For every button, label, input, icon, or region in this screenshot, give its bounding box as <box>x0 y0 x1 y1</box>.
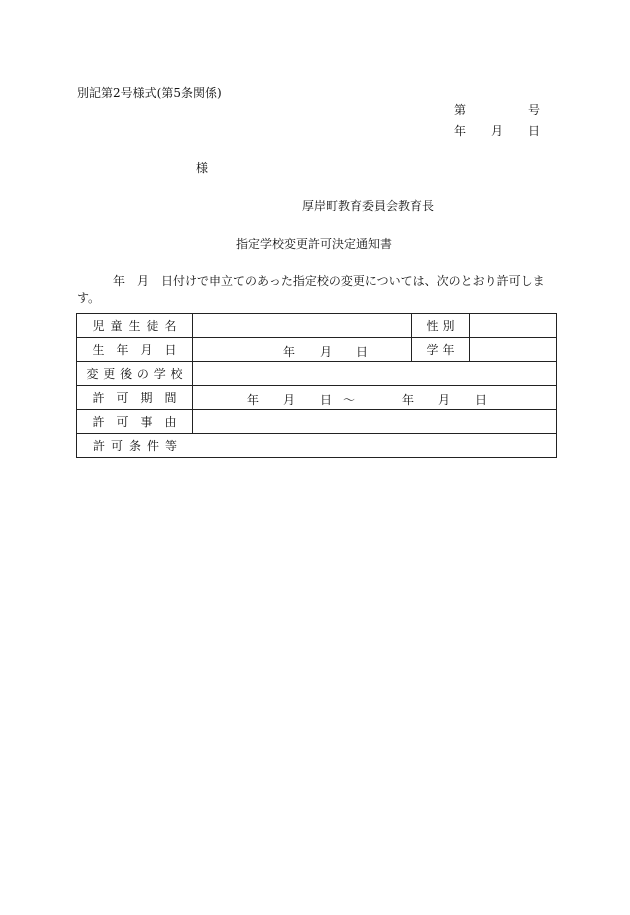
notice-heading: 指定学校変更許可決定通知書 <box>236 237 393 251</box>
table-row-student-name <box>77 314 557 338</box>
period-end-month: 月 <box>438 392 451 407</box>
birth-label-cell <box>77 338 193 362</box>
period-date-range <box>193 391 556 405</box>
student-name-label-cell <box>77 314 193 338</box>
gender-label: 性別 <box>426 319 455 333</box>
period-start-month: 月 <box>283 392 296 407</box>
body-line-2: す。 <box>77 291 101 305</box>
doc-number-prefix: 第 <box>454 103 467 117</box>
table-row-birth <box>77 338 557 362</box>
sender-title: 厚岸町教育委員会教育長 <box>302 199 435 213</box>
gender-label-cell <box>412 314 470 338</box>
gender-value[interactable] <box>470 314 557 338</box>
new-school-label-cell <box>77 362 193 386</box>
period-start-day: 日 <box>320 392 333 407</box>
birth-date-fields <box>193 343 411 357</box>
table-row-period <box>77 386 557 410</box>
birth-month: 月 <box>320 344 333 359</box>
table-row-new-school <box>77 362 557 386</box>
period-start-year: 年 <box>247 392 260 407</box>
form-title: 別記第2号様式(第5条関係) <box>77 86 222 100</box>
reason-label: 許可事由 <box>92 415 177 429</box>
birth-label: 生年月日 <box>92 343 177 357</box>
birth-year: 年 <box>283 344 296 359</box>
period-label: 許可期間 <box>92 391 177 405</box>
period-value[interactable] <box>193 386 557 410</box>
student-name-value[interactable] <box>193 314 412 338</box>
permission-table <box>76 313 557 458</box>
reason-value[interactable] <box>193 410 557 434</box>
new-school-value[interactable] <box>193 362 557 386</box>
period-end-year: 年 <box>402 392 415 407</box>
table-row-conditions <box>77 434 557 458</box>
period-end-day: 日 <box>475 392 488 407</box>
doc-number-suffix: 号 <box>528 103 541 117</box>
document-date <box>454 124 544 138</box>
grade-label-cell <box>412 338 470 362</box>
doc-date-day: 日 <box>528 124 541 138</box>
doc-date-month: 月 <box>491 124 504 138</box>
grade-label: 学年 <box>426 343 455 357</box>
birth-value[interactable] <box>193 338 412 362</box>
conditions-cell[interactable] <box>77 434 557 458</box>
student-name-label: 児童生徒名 <box>92 319 177 333</box>
addressee-suffix: 様 <box>196 161 209 175</box>
body-line-1: 年 月 日付けで申立てのあった指定校の変更については、次のとおり許可しま <box>113 274 545 288</box>
conditions-label: 許可条件等 <box>93 439 177 453</box>
table-row-reason <box>77 410 557 434</box>
reason-label-cell <box>77 410 193 434</box>
period-label-cell <box>77 386 193 410</box>
birth-day: 日 <box>356 344 369 359</box>
period-tilde: ～ <box>343 392 356 407</box>
doc-date-year: 年 <box>454 124 467 138</box>
grade-value[interactable] <box>470 338 557 362</box>
new-school-label: 変更後の学校 <box>86 367 183 381</box>
document-number <box>454 103 544 117</box>
